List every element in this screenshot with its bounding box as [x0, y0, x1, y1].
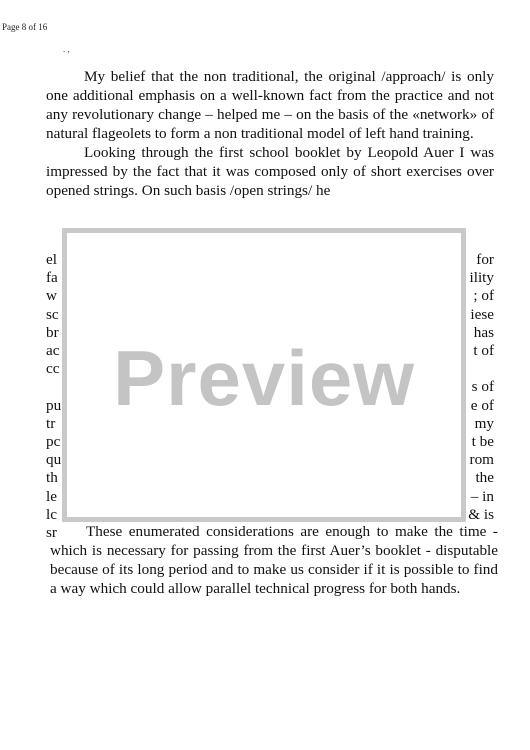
obscured-fragment-right: iese: [470, 305, 494, 323]
obscured-fragment-left: el: [46, 251, 57, 268]
obscured-fragment-right: ility: [469, 269, 494, 287]
obscured-fragment-left: sc: [46, 305, 59, 323]
obscured-fragment-right: t of: [473, 342, 494, 359]
obscured-fragment-right: my: [474, 414, 494, 432]
obscured-fragment-left: tr: [46, 414, 56, 432]
obscured-fragment-right: – in: [470, 487, 494, 505]
paragraph-considerations: These enumerated considerations are enough to make the time - which is necessary for passing from the first Auer’s booklet - disputable because of its long period and to make us consider if it is possible to find a way which could allow parallel technical progress for both hands.: [50, 523, 498, 597]
scan-artifact: . ,: [63, 44, 70, 54]
paragraph-auer-booklet: Looking through the first school booklet by Leopold Auer I was impressed by the fact that it was composed only of short exercises over opened strings. On such basis /open strings/ he: [46, 144, 494, 199]
obscured-fragment-left: qu: [46, 451, 62, 469]
obscured-fragment-right: t be: [471, 433, 494, 450]
document-body: [46, 67, 494, 200]
preview-watermark-box: [62, 228, 466, 522]
obscured-fragment-left: th: [46, 469, 58, 487]
obscured-fragment-right: e of: [470, 396, 494, 414]
paragraph-belief: My belief that the non traditional, the original /approach/ is only one additional emphasis on a well-known fact from the practice and not any revolutionary change – helped me – on the basis of the «network» of natural flageolets to form a non traditional model of left hand training.: [46, 68, 494, 142]
obscured-fragment-left: fa: [46, 269, 58, 287]
obscured-fragment-right: rom: [469, 451, 494, 469]
obscured-fragment-left: br: [46, 323, 59, 341]
obscured-fragment-left: pu: [46, 396, 62, 414]
obscured-fragment-left: lc: [46, 505, 57, 523]
obscured-fragment-left: ac: [46, 342, 60, 359]
obscured-fragment-right: ; of: [473, 287, 494, 305]
page-number: Page 8 of 16: [2, 22, 48, 32]
obscured-fragment-left: pc: [46, 433, 61, 450]
obscured-fragment-left: le: [46, 487, 57, 505]
obscured-fragment-left: cc: [46, 360, 60, 378]
obscured-fragment-left: w: [46, 287, 57, 305]
obscured-fragment-right: has: [473, 323, 494, 341]
obscured-fragment-right: & is: [468, 505, 494, 523]
obscured-fragment-right: for: [476, 251, 494, 268]
obscured-fragment-right: the: [475, 469, 494, 487]
preview-watermark-text: Preview: [113, 334, 415, 422]
obscured-fragment-right: s of: [471, 378, 494, 396]
obscured-fragment-left: sr: [46, 524, 57, 541]
